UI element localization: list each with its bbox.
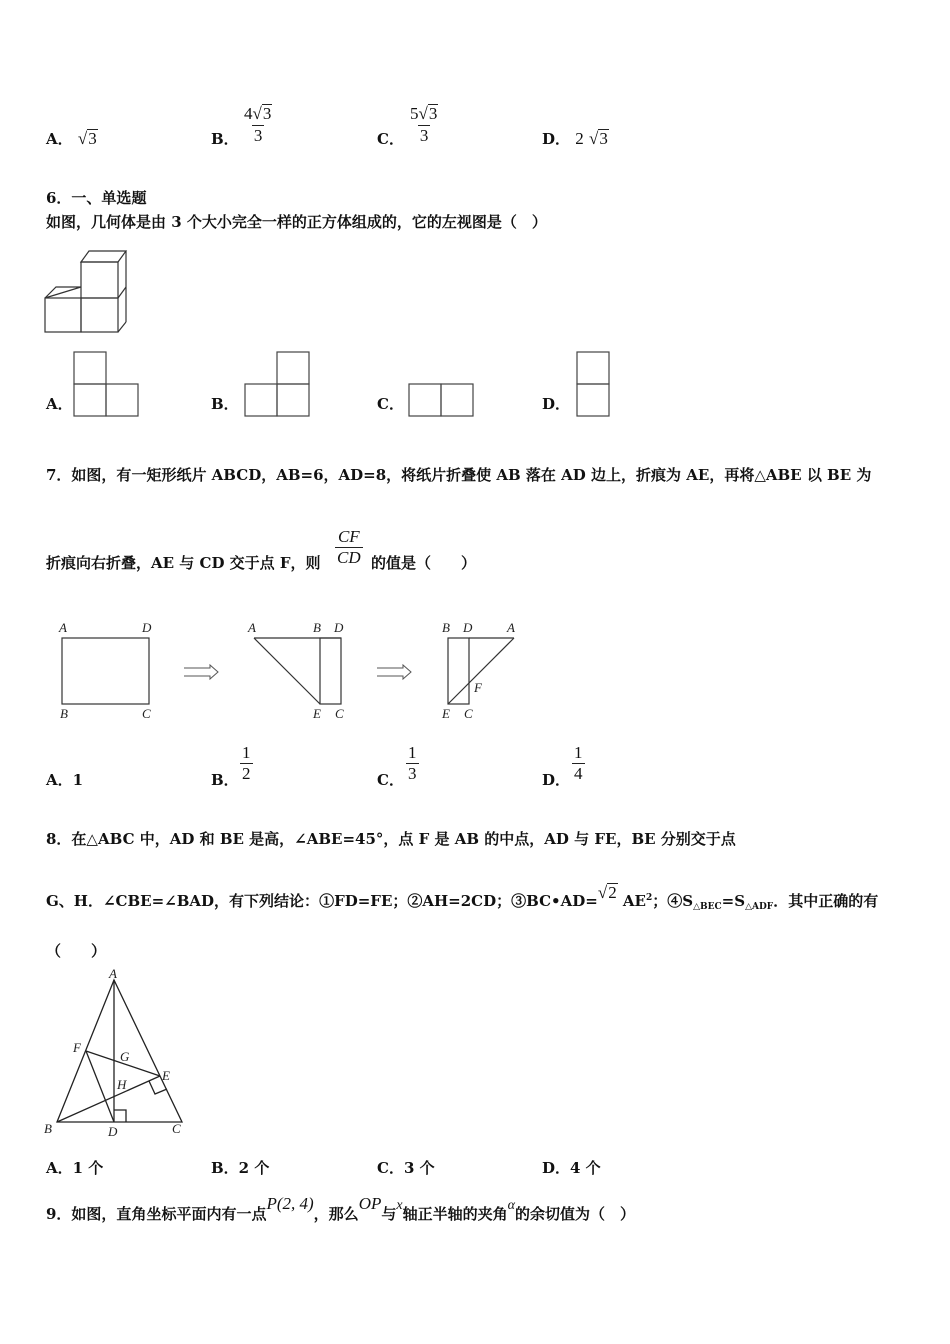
q6-option-b[interactable]: B． (211, 395, 239, 413)
sqrt-expression: √3 (77, 129, 97, 148)
q7-stem-line2-start: 折痕向右折叠，AE 与 CD 交于点 F，则 (46, 554, 321, 572)
label-e: E (442, 706, 450, 721)
label-d: D (142, 620, 152, 635)
label-d: D (463, 620, 473, 635)
q6-option-c[interactable]: C． (377, 395, 404, 413)
q8-triangle-figure (40, 968, 195, 1143)
q9-stem: 9．如图，直角坐标平面内有一点P(2, 4)，那么OP与x轴正半轴的夹角α的余切值为（ ） (46, 1194, 635, 1223)
q8-option-c[interactable]: C．3 个 (377, 1159, 435, 1177)
q6-option-a[interactable]: A． (46, 395, 73, 413)
arrow-right-icon (375, 664, 413, 680)
q7-option-c-fraction: $\frac{1}{3}$ (408, 743, 417, 783)
label-a: A (507, 620, 515, 635)
label-b: B (60, 706, 68, 721)
q5-option-c[interactable]: C． (377, 130, 404, 148)
q7-option-d-fraction: $\frac{1}{4}$ (574, 743, 583, 783)
q8-stem-line2: G、H．∠CBE=∠BAD，有下列结论：①FD=FE；②AH=2CD；③BC•AD=√2 $AE^2$；$④S_{\triangle BEC}=S_{\triangle ADF}$．其中正确的有 (46, 883, 879, 912)
label-f: F (474, 680, 482, 695)
label-b: B (44, 1121, 52, 1136)
label-f: F (73, 1040, 81, 1055)
label-h: H (117, 1077, 127, 1092)
q7-option-a[interactable]: A．1 (46, 771, 84, 789)
q7-option-d[interactable]: D． (542, 771, 571, 789)
arrow-right-icon (182, 664, 220, 680)
q7-fraction-cf-cd: $\frac{CF}{CD}$ (337, 527, 361, 567)
q7-stem-line1: 7．如图，有一矩形纸片 ABCD，AB=6，AD=8，将纸片折叠使 AB 落在 AD 边上，折痕为 AE，再将△ABE 以 BE 为 (46, 466, 872, 484)
label-a: A (59, 620, 67, 635)
label-g: G (120, 1049, 130, 1064)
q6-view-c (408, 383, 476, 419)
q7-figure-3 (438, 618, 538, 724)
q5-option-b-fraction: $\frac{4√3}{3}$ (244, 104, 272, 145)
label-e: E (162, 1068, 170, 1083)
q7-option-c[interactable]: C． (377, 771, 404, 789)
label-b: B (442, 620, 450, 635)
label-b: B (313, 620, 321, 635)
q7-option-b[interactable]: B． (211, 771, 239, 789)
q8-stem-line1: 8．在△ABC 中，AD 和 BE 是高，∠ABE=45°，点 F 是 AB 的中点，AD 与 FE，BE 分别交于点 (46, 830, 736, 848)
label-a: A (109, 966, 117, 981)
sqrt-expression: √3 (588, 129, 608, 148)
q7-figure-1 (56, 618, 166, 724)
q8-option-b[interactable]: B．2 个 (211, 1159, 270, 1177)
q5-option-c-fraction: $\frac{5√3}{3}$ (410, 104, 438, 145)
q8-option-a[interactable]: A．1 个 (46, 1159, 104, 1177)
q6-solid-figure (44, 250, 134, 334)
q6-view-a (73, 351, 141, 419)
q5-option-b[interactable]: B． (211, 130, 239, 148)
q5-option-a[interactable]: A． √3 (46, 129, 97, 148)
q6-option-d[interactable]: D． (542, 395, 571, 413)
label-c: C (335, 706, 344, 721)
q6-heading: 6．一、单选题 (46, 189, 147, 207)
q7-option-b-fraction: $\frac{1}{2}$ (242, 743, 251, 783)
label-d: D (334, 620, 344, 635)
label-a: A (248, 620, 256, 635)
label-c: C (142, 706, 151, 721)
q8-option-d[interactable]: D．4 个 (542, 1159, 601, 1177)
q7-stem-line2-end: 的值是（ ） (371, 554, 477, 572)
label-d: D (108, 1124, 118, 1139)
label-e: E (313, 706, 321, 721)
q6-view-d (576, 351, 612, 419)
label-c: C (464, 706, 473, 721)
q7-figure-2 (244, 618, 354, 724)
label-c: C (172, 1121, 181, 1136)
q6-stem: 如图，几何体是由 3 个大小完全一样的正方体组成的，它的左视图是（ ） (46, 213, 547, 231)
q5-option-d[interactable]: D． 2 √3 (542, 129, 608, 148)
q6-view-b (244, 351, 312, 419)
q8-answer-paren: （ ） (46, 942, 107, 960)
